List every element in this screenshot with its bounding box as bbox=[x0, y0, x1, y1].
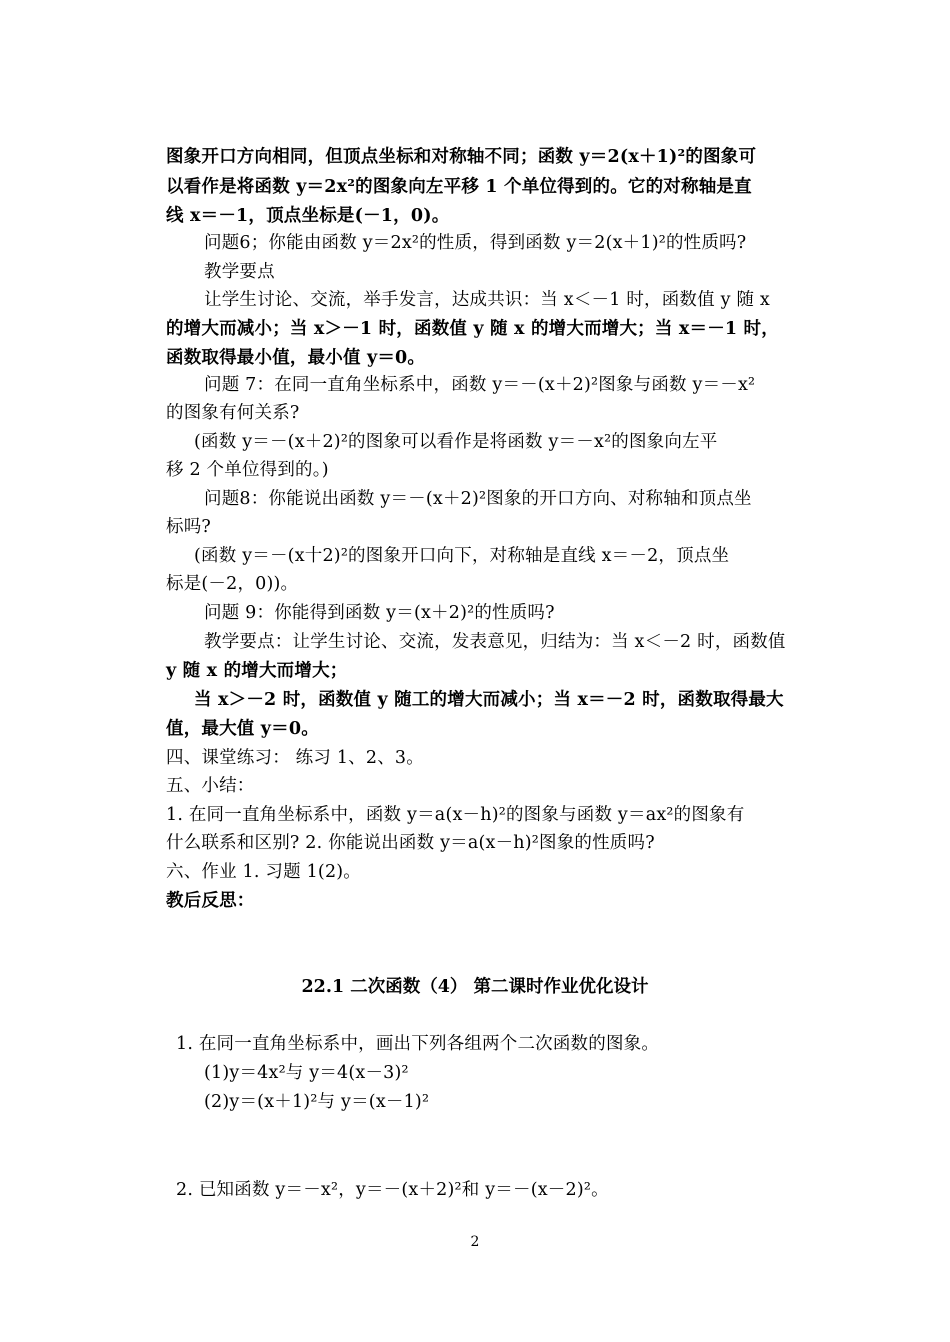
question-6: 问题6；你能由函数 y＝2x²的性质，得到函数 y＝2(x＋1)²的性质吗? bbox=[204, 233, 747, 253]
question-8: 问题8：你能说出函数 y＝－(x＋2)²图象的开口方向、对称轴和顶点坐 bbox=[204, 489, 752, 509]
question-7: 问题 7：在同一直角坐标系中，函数 y＝－(x＋2)²图象与函数 y＝－x² bbox=[204, 375, 756, 395]
text-line: 线 x＝－1，顶点坐标是(－1，0)。 bbox=[166, 206, 450, 226]
section-heading: 五、小结： bbox=[166, 776, 255, 796]
text-line: 的图象有何关系? bbox=[166, 403, 300, 423]
text-line: 1. 在同一直角坐标系中，函数 y＝a(x－h)²的图象与函数 y＝ax²的图象有 bbox=[166, 805, 745, 825]
text-line: 什么联系和区别? 2. 你能说出函数 y＝a(x－h)²图象的性质吗? bbox=[166, 833, 655, 853]
reflection-heading: 教后反思： bbox=[166, 891, 255, 911]
text-line: 教学要点 bbox=[204, 262, 275, 282]
text-line: 让学生讨论、交流，举手发言，达成共识：当 x＜－1 时，函数值 y 随 x bbox=[204, 290, 770, 310]
section-heading: 六、作业 1. 习题 1(2)。 bbox=[166, 862, 362, 882]
text-line: (函数 y＝－(x十2)²的图象开口向下，对称轴是直线 x＝－2，顶点坐 bbox=[194, 546, 730, 566]
text-line: 标是(－2，0))。 bbox=[166, 574, 299, 594]
text-line: 的增大而减小；当 x＞－1 时，函数值 y 随 x 的增大而增大；当 x＝－1 时， bbox=[166, 319, 779, 339]
section-title: 22.1 二次函数（4） 第二课时作业优化设计 bbox=[301, 977, 649, 997]
section-heading: 四、课堂练习： 练习 1、2、3。 bbox=[166, 748, 424, 768]
text-line: 当 x＞－2 时，函数值 y 随工的增大而减小；当 x＝－2 时，函数取得最大 bbox=[194, 690, 784, 710]
page-number: 2 bbox=[470, 1234, 480, 1250]
text-line: y 随 x 的增大而增大； bbox=[166, 661, 348, 681]
text-line: (函数 y＝－(x＋2)²的图象可以看作是将函数 y＝－x²的图象向左平 bbox=[194, 432, 718, 452]
question-9: 问题 9：你能得到函数 y＝(x＋2)²的性质吗? bbox=[204, 603, 555, 623]
homework-item: (2)y＝(x＋1)²与 y＝(x－1)² bbox=[204, 1092, 430, 1112]
text-line: 移 2 个单位得到的。) bbox=[166, 460, 329, 480]
homework-item: (1)y＝4x²与 y＝4(x－3)² bbox=[204, 1063, 409, 1083]
text-line: 函数取得最小值，最小值 y＝0。 bbox=[166, 348, 426, 368]
text-line: 图象开口方向相同，但顶点坐标和对称轴不同；函数 y＝2(x＋1)²的图象可 bbox=[166, 147, 757, 167]
homework-item: 1. 在同一直角坐标系中，画出下列各组两个二次函数的图象。 bbox=[176, 1034, 660, 1054]
text-line: 教学要点：让学生讨论、交流，发表意见，归结为：当 x＜－2 时，函数值 bbox=[204, 632, 786, 652]
text-line: 值，最大值 y＝0。 bbox=[166, 719, 319, 739]
homework-item: 2. 已知函数 y＝－x²，y＝－(x＋2)²和 y＝－(x－2)²。 bbox=[176, 1180, 609, 1200]
text-line: 以看作是将函数 y＝2x²的图象向左平移 1 个单位得到的。它的对称轴是直 bbox=[166, 177, 752, 197]
text-line: 标吗? bbox=[166, 517, 211, 537]
